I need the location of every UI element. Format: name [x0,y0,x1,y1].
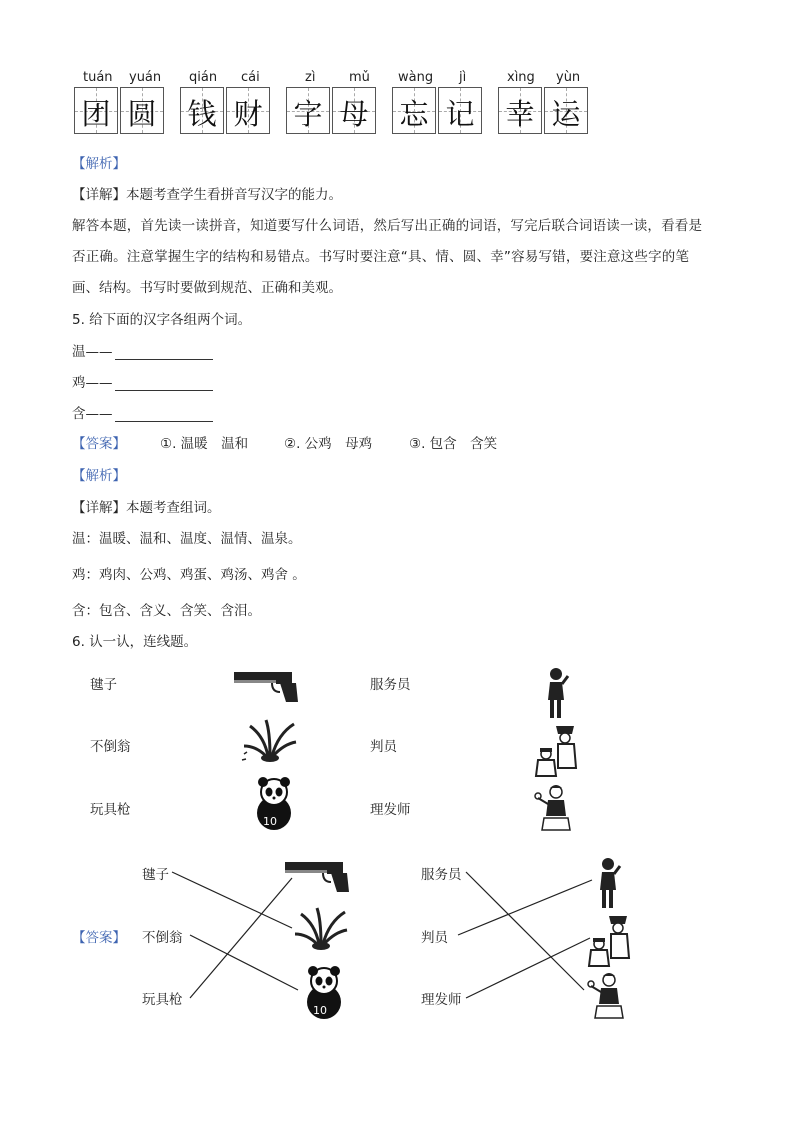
char-box: 运 [544,87,588,134]
detail-line: 鸡：鸡肉、公鸡、鸡蛋、鸡汤、鸡舍 。 [72,567,306,583]
pinyin: tuán [83,70,113,85]
pinyin: mǔ [349,70,370,85]
connector-line [466,872,584,990]
q5-item: 含—— [72,402,213,422]
answer-label: 【答案】 [72,436,126,452]
ans-right-word: 服务员 [421,867,462,883]
connector-line [190,878,292,998]
analysis-label: 【解析】 [72,156,126,172]
svg-text:10: 10 [313,1004,327,1017]
svg-text:10: 10 [263,815,277,828]
ans-left-word: 毽子 [142,867,169,883]
ans-left-word: 不倒翁 [142,930,183,946]
char-box: 幸 [498,87,542,134]
char-box: 记 [438,87,482,134]
pinyin: qián [189,70,218,85]
char-box: 字 [286,87,330,134]
left-word: 不倒翁 [90,739,131,755]
q5-item: 鸡—— [72,371,213,391]
connector-line [466,938,590,998]
ans-right-word: 理发师 [421,992,462,1008]
right-word: 理发师 [370,802,411,818]
char-box: 圆 [120,87,164,134]
char-box: 财 [226,87,270,134]
q5-answer: ②. 公鸡 母鸡 [284,436,373,452]
pinyin: xìng [507,70,535,85]
detail-line: 【详解】本题考查学生看拼音写汉字的能力。 [72,187,342,203]
q5-answer: ③. 包含 含笑 [409,436,498,452]
pinyin: zì [305,70,316,85]
char-box: 忘 [392,87,436,134]
char-box: 团 [74,87,118,134]
detail-line: 解答本题，首先读一读拼音，知道要写什么词语，然后写出正确的词语，写完后联合词语读一读，看看是 [72,218,703,234]
detail-line: 画、结构。书写时要做到规范、正确和美观。 [72,280,342,296]
pinyin: wàng [398,70,434,85]
connector-line [458,880,592,935]
ans-right-word: 判员 [421,930,448,946]
left-word: 毽子 [90,677,117,693]
pinyin: cái [241,70,260,85]
question-5-title: 5. 给下面的汉字各组两个词。 [72,312,252,328]
detail-line: 【详解】本题考查组词。 [72,500,221,516]
char-box: 母 [332,87,376,134]
detail-line: 否正确。注意掌握生字的结构和易错点。书写时要注意“具、情、圆、幸”容易写错，要注意这些字的笔 [72,249,690,265]
connector-line [190,935,298,990]
q5-item: 温—— [72,340,213,360]
detail-line: 含：包含、含义、含笑、含泪。 [72,603,261,619]
right-word: 服务员 [370,677,411,693]
detail-line: 温：温暖、温和、温度、温情、温泉。 [72,531,302,547]
analysis-label: 【解析】 [72,468,126,484]
pinyin: yùn [556,70,581,85]
ans-left-word: 玩具枪 [142,992,183,1008]
pinyin: yuán [129,70,162,85]
answer-label: 【答案】 [72,930,126,946]
right-word: 判员 [370,739,397,755]
q5-answer: ①. 温暖 温和 [160,436,249,452]
left-word: 玩具枪 [90,802,131,818]
question-6-title: 6. 认一认，连线题。 [72,634,198,650]
pinyin: jì [459,70,467,85]
char-box: 钱 [180,87,224,134]
